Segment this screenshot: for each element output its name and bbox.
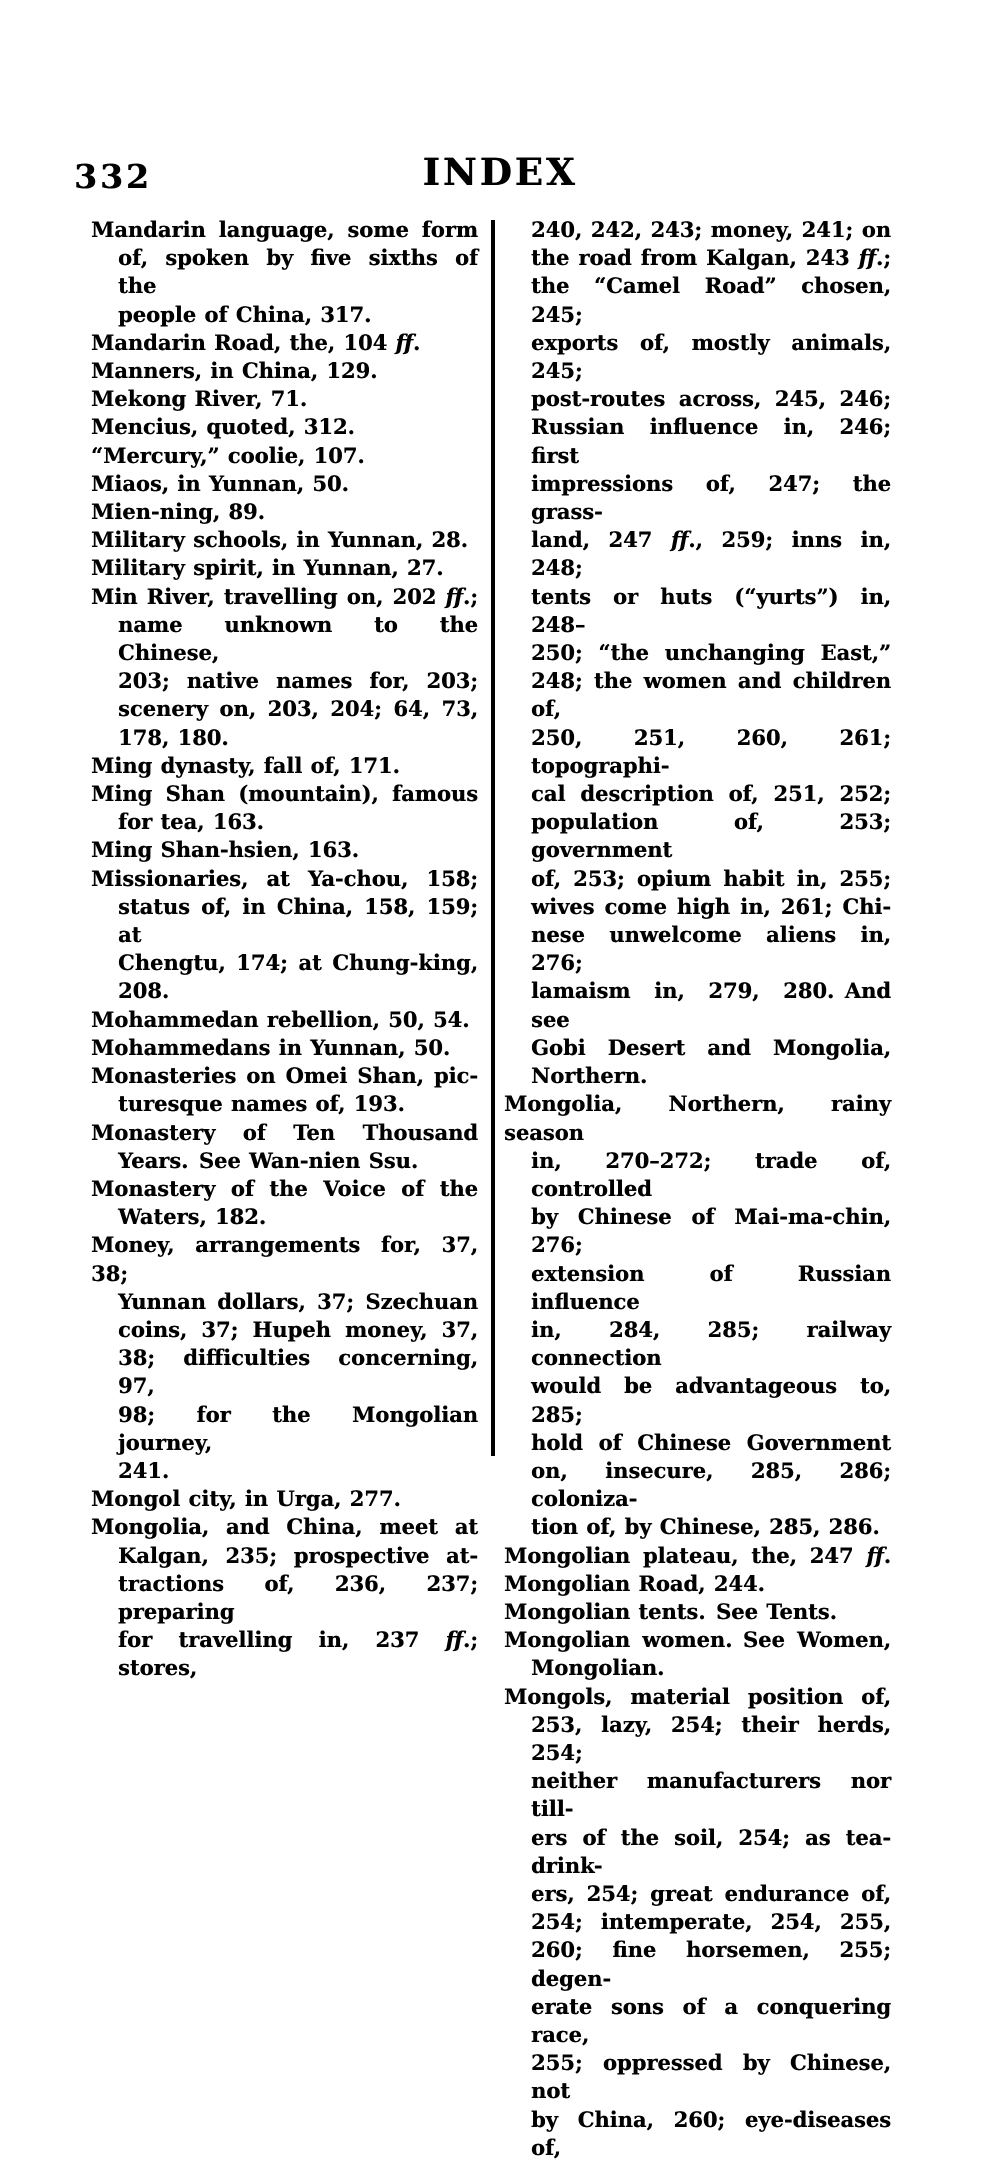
index-entry xyxy=(91,1034,478,1062)
index-line: 38; difficulties concerning, 97, xyxy=(118,1345,478,1399)
index-line: 260; fine horsemen, 255; degen- xyxy=(531,1937,891,1991)
index-line: Monasteries on Omei Shan, pic- xyxy=(91,1063,478,1089)
index-line: Mohammedan rebellion, 50, 54. xyxy=(91,1006,470,1032)
index-entry xyxy=(91,329,478,357)
index-line: Ming Shan (mountain), famous xyxy=(91,781,478,807)
index-line: in, 270–272; trade of, controlled xyxy=(531,1147,891,1201)
index-line: Miaos, in Yunnan, 50. xyxy=(91,470,349,496)
index-line: ers, 254; great endurance of, xyxy=(531,1880,891,1906)
index-entry xyxy=(91,357,478,385)
index-line: for travelling in, 237 ff.; stores, xyxy=(118,1627,478,1681)
page-title: INDEX xyxy=(422,150,578,194)
index-line: nese unwelcome aliens in, 276; xyxy=(531,922,891,976)
index-entry xyxy=(504,216,891,1090)
index-line: neither manufacturers nor till- xyxy=(531,1768,891,1822)
index-line: on, insecure, 285, 286; coloniza- xyxy=(531,1457,891,1512)
index-entry xyxy=(504,1598,891,1626)
index-line: 241. xyxy=(118,1457,170,1483)
index-line: Mongolian tents. See Tents. xyxy=(504,1598,837,1624)
page-number: 332 xyxy=(74,157,152,196)
index-line: Mohammedans in Yunnan, 50. xyxy=(91,1034,451,1060)
column-divider-rule xyxy=(491,220,495,1456)
index-line: 178, 180. xyxy=(118,724,229,750)
index-line: Monastery of the Voice of the xyxy=(91,1175,478,1201)
index-line: 255; oppressed by Chinese, not xyxy=(531,2050,891,2104)
index-line: extension of Russian influence xyxy=(531,1260,891,1314)
index-line: 98; for the Mongolian journey, xyxy=(118,1401,478,1455)
index-line: 248; the women and children of, xyxy=(531,668,891,722)
index-line: exports of, mostly animals, 245; xyxy=(531,329,891,384)
index-line: Mongolian Road, 244. xyxy=(504,1570,765,1596)
index-line: Mekong River, 71. xyxy=(91,386,308,412)
index-line: would be advantageous to, 285; xyxy=(531,1373,891,1427)
index-entry xyxy=(91,1231,478,1485)
index-line: for tea, 163. xyxy=(118,809,264,835)
index-column-left xyxy=(91,216,478,1683)
index-line: Min River, travelling on, 202 ff.; xyxy=(91,583,478,609)
index-line: scenery on, 203, 204; 64, 73, xyxy=(118,696,478,722)
index-line: status of, in China, 158, 159; at xyxy=(118,893,478,948)
index-line: hold of Chinese Government xyxy=(531,1429,891,1455)
index-entry xyxy=(504,1683,891,2162)
index-line: turesque names of, 193. xyxy=(118,1091,405,1117)
index-line: by China, 260; eye-diseases of, xyxy=(531,2106,891,2160)
index-line: Mandarin Road, the, 104 ff. xyxy=(91,329,421,355)
index-entry xyxy=(504,1090,891,1541)
index-line: Mongol city, in Urga, 277. xyxy=(91,1486,401,1512)
index-line: Yunnan dollars, 37; Szechuan xyxy=(118,1288,478,1314)
index-line: impressions of, 247; the grass- xyxy=(531,470,891,525)
index-line: coins, 37; Hupeh money, 37, xyxy=(118,1316,478,1342)
index-line: Kalgan, 235; prospective at- xyxy=(118,1542,478,1568)
index-line: Money, arrangements for, 37, 38; xyxy=(91,1232,478,1286)
index-line: of, spoken by five sixths of the xyxy=(118,245,478,299)
index-line: Mencius, quoted, 312. xyxy=(91,414,355,440)
index-entry xyxy=(91,1006,478,1034)
index-line: Mongolia, Northern, rainy season xyxy=(504,1091,891,1145)
index-line: 253, lazy, 254; their herds, 254; xyxy=(531,1711,891,1765)
index-line: Mandarin language, some form xyxy=(91,217,478,242)
index-entry xyxy=(91,442,478,470)
index-line: cal description of, 251, 252; xyxy=(531,781,891,807)
index-line: tractions of, 236, 237; preparing xyxy=(118,1570,478,1624)
index-entry xyxy=(91,216,478,329)
index-line: tion of, by Chinese, 285, 286. xyxy=(531,1514,880,1540)
index-entry xyxy=(91,1485,478,1513)
index-line: people of China, 317. xyxy=(118,301,372,327)
index-entry xyxy=(91,1062,478,1118)
index-line: Northern. xyxy=(531,1063,648,1089)
index-line: Mongolian. xyxy=(531,1655,665,1681)
index-entry xyxy=(91,413,478,441)
index-line: in, 284, 285; railway connection xyxy=(531,1316,891,1371)
index-line: Ming Shan-hsien, 163. xyxy=(91,837,359,863)
index-line: Ming dynasty, fall of, 171. xyxy=(91,752,400,778)
index-line: 254; intemperate, 254, 255, xyxy=(531,1909,891,1935)
index-line: land, 247 ff., 259; inns in, 248; xyxy=(531,527,891,581)
index-line: Russian influence in, 246; first xyxy=(531,414,891,468)
index-entry xyxy=(91,385,478,413)
index-entry xyxy=(504,1542,891,1570)
index-entry xyxy=(91,1513,478,1682)
index-line: 208. xyxy=(118,978,170,1004)
index-entry xyxy=(91,583,478,752)
index-line: Mongolia, and China, meet at xyxy=(91,1514,478,1540)
index-line: population of, 253; government xyxy=(531,809,891,863)
index-entry xyxy=(91,526,478,554)
index-line: wives come high in, 261; Chi- xyxy=(531,893,891,919)
index-entry xyxy=(91,752,478,780)
index-line: Mongols, material position of, xyxy=(504,1683,891,1709)
index-line: Mien-ning, 89. xyxy=(91,499,265,525)
index-line: by Chinese of Mai-ma-chin, 276; xyxy=(531,1204,891,1258)
index-line: Missionaries, at Ya-chou, 158; xyxy=(91,865,478,891)
index-line: Monastery of Ten Thousand xyxy=(91,1119,478,1145)
index-line: Mongolian women. See Women, xyxy=(504,1627,891,1653)
index-entry xyxy=(91,1119,478,1175)
index-line: Military spirit, in Yunnan, 27. xyxy=(91,555,444,581)
index-entry xyxy=(504,1626,891,1682)
index-line: 250, 251, 260, 261; topographi- xyxy=(531,724,891,778)
index-line: lamaism in, 279, 280. And see xyxy=(531,978,891,1032)
index-entry xyxy=(91,498,478,526)
index-entry xyxy=(504,1570,891,1598)
index-line: Chengtu, 174; at Chung-king, xyxy=(118,950,478,976)
index-line: 203; native names for, 203; xyxy=(118,668,478,694)
index-line: of, 253; opium habit in, 255; xyxy=(531,865,891,891)
index-line: tents or huts (“yurts”) in, 248– xyxy=(531,583,891,637)
index-line: the road from Kalgan, 243 ff.; xyxy=(531,245,891,271)
index-column-right xyxy=(504,216,891,2162)
index-line: Years. See Wan-nien Ssu. xyxy=(118,1147,419,1173)
index-line: post-routes across, 245, 246; xyxy=(531,386,891,412)
index-line: ers of the soil, 254; as tea-drink- xyxy=(531,1824,891,1878)
index-line: erate sons of a conquering race, xyxy=(531,1993,891,2047)
index-entry xyxy=(91,865,478,1006)
index-line: Military schools, in Yunnan, 28. xyxy=(91,527,468,553)
index-entry xyxy=(91,1175,478,1231)
index-line: Mongolian plateau, the, 247 ff. xyxy=(504,1542,891,1568)
index-entry xyxy=(91,470,478,498)
index-line: 250; “the unchanging East,” xyxy=(531,640,891,666)
index-entry xyxy=(91,780,478,836)
index-line: name unknown to the Chinese, xyxy=(118,611,478,666)
index-line: Manners, in China, 129. xyxy=(91,358,378,384)
index-entry xyxy=(91,554,478,582)
index-line: Gobi Desert and Mongolia, xyxy=(531,1034,891,1060)
index-line: Waters, 182. xyxy=(118,1204,267,1230)
index-line: the “Camel Road” chosen, 245; xyxy=(531,273,891,327)
index-line: “Mercury,” coolie, 107. xyxy=(91,442,365,468)
index-entry xyxy=(91,836,478,864)
index-line: 240, 242, 243; money, 241; on xyxy=(531,217,891,242)
